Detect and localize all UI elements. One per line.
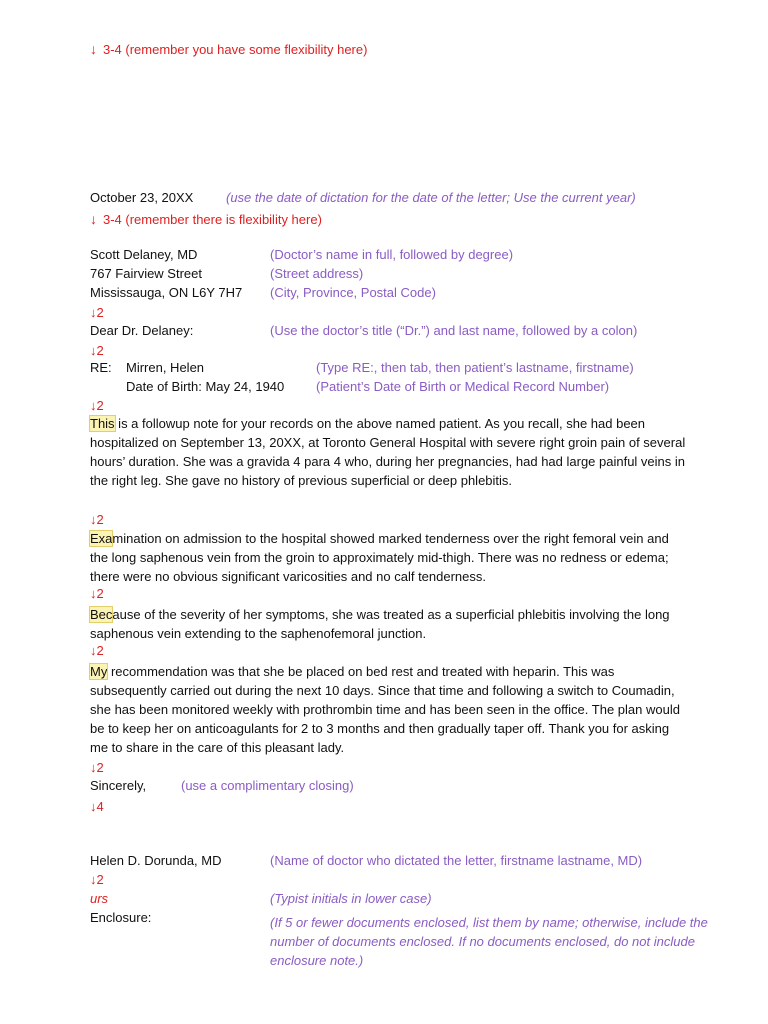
- enclosure-instruction-line-3: enclosure note.): [270, 953, 364, 968]
- signature-instruction: (Name of doctor who dictated the letter, firstname lastname, MD): [270, 853, 643, 868]
- paragraph-text: is a followup note for your records on the above named patient. As you recall, she had been hospitalized on September 13, 20XX, at Toronto General Hospital with severe right groin pain of several hours’ duration. She was a gravida 4 para 4 who, during her pregnancies, had had large painful veins in the right leg. She gave no history of previous superficial or deep phlebitis.: [90, 416, 686, 488]
- recipient-city: Mississauga, ON L6Y 7H7: [90, 285, 243, 300]
- date-spacing-text: 3-4 (remember there is flexibility here): [103, 212, 322, 227]
- complimentary-closing: Sincerely,: [90, 778, 147, 793]
- date-spacing-note: [90, 210, 322, 229]
- enclosure-instruction-line-2: number of documents enclosed. If no documents enclosed, do not include: [270, 934, 695, 949]
- paragraph-text: mination on admission to the hospital showed marked tenderness over the right femoral vein and the long saphenous vein from the groin to approximately mid-thigh. There was no redness or edema; there were no obvious significant varicosities and no calf tenderness.: [90, 531, 669, 584]
- text-highlight: Exa: [90, 531, 113, 546]
- typist-initials: urs: [90, 891, 109, 906]
- signature-name: Helen D. Dorunda, MD: [90, 853, 222, 868]
- spacing-marker: ↓2: [90, 586, 104, 601]
- down-arrow-icon: ↓: [90, 41, 97, 57]
- body-paragraph-3: [90, 605, 690, 643]
- text-highlight: My: [90, 664, 108, 679]
- patient-dob-instruction: (Patient’s Date of Birth or Medical Record Number): [316, 379, 610, 394]
- text-highlight: This: [90, 416, 115, 431]
- patient-name-instruction: (Type RE:, then tab, then patient’s lastname, firstname): [316, 360, 634, 375]
- spacing-marker: ↓2: [90, 305, 104, 320]
- top-spacing-note: [90, 40, 367, 59]
- date-instruction: (use the date of dictation for the date of the letter; Use the current year): [226, 190, 636, 205]
- spacing-marker: ↓2: [90, 343, 104, 358]
- patient-name: Mirren, Helen: [126, 360, 205, 375]
- patient-dob: Date of Birth: May 24, 1940: [126, 379, 285, 394]
- paragraph-text: recommendation was that she be placed on bed rest and treated with heparin. This was subsequently carried out during the next 10 days. Since that time and following a switch to Coumadin, she has been monitored weekly with prothrombin time and has been seen in the office. The plan would be to keep her on anticoagulants for 2 to 3 months and then gradually taper off. Thank you for asking me to share in the care of this pleasant lady.: [90, 664, 680, 755]
- recipient-name-instruction: (Doctor’s name in full, followed by degree): [270, 247, 514, 262]
- re-label: RE:: [90, 360, 112, 375]
- down-arrow-icon: ↓: [90, 211, 97, 227]
- body-paragraph-2: [90, 529, 690, 586]
- closing-instruction: (use a complimentary closing): [181, 778, 354, 793]
- enclosure-instruction-line-1: (If 5 or fewer documents enclosed, list them by name; otherwise, include the: [270, 915, 708, 930]
- spacing-marker: ↓2: [90, 643, 104, 658]
- body-paragraph-1: [90, 414, 690, 490]
- enclosure-label: Enclosure:: [90, 910, 152, 925]
- typist-instruction: (Typist initials in lower case): [270, 891, 432, 906]
- salutation-instruction: (Use the doctor’s title (“Dr.”) and last name, followed by a colon): [270, 323, 638, 338]
- spacing-marker: ↓2: [90, 398, 104, 413]
- recipient-name: Scott Delaney, MD: [90, 247, 198, 262]
- spacing-marker: ↓4: [90, 799, 104, 814]
- spacing-marker: ↓2: [90, 872, 104, 887]
- recipient-street: 767 Fairview Street: [90, 266, 202, 281]
- top-spacing-text: 3-4 (remember you have some flexibility here): [103, 42, 368, 57]
- text-highlight: Bec: [90, 607, 113, 622]
- paragraph-text: ause of the severity of her symptoms, she was treated as a superficial phlebitis involving the long saphenous vein extending to the saphenofemoral junction.: [90, 607, 670, 641]
- spacing-marker: ↓2: [90, 512, 104, 527]
- letter-date: October 23, 20XX: [90, 190, 194, 205]
- recipient-street-instruction: (Street address): [270, 266, 364, 281]
- spacing-marker: ↓2: [90, 760, 104, 775]
- body-paragraph-4: [90, 662, 690, 757]
- recipient-city-instruction: (City, Province, Postal Code): [270, 285, 436, 300]
- salutation: Dear Dr. Delaney:: [90, 323, 194, 338]
